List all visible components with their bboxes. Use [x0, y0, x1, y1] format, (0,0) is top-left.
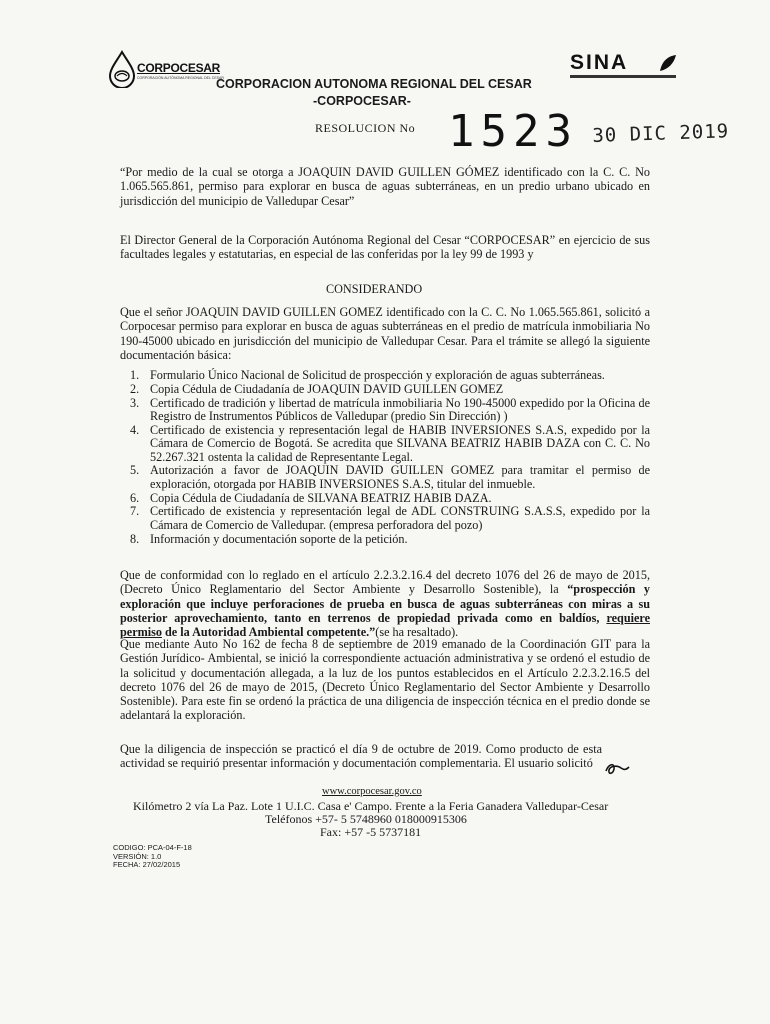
documents-list	[120, 369, 650, 546]
considerando-heading: CONSIDERANDO	[326, 282, 423, 296]
sina-logo-text: SINA	[570, 51, 629, 74]
org-title: CORPORACION AUTONOMA REGIONAL DEL CESAR	[216, 77, 532, 91]
list-item: 2. Copia Cédula de Ciudadanía de JOAQUIN DAVID GUILLEN GOMEZ	[130, 381, 504, 396]
list-item: 1. Formulario Único Nacional de Solicitud de prospección y exploración de aguas subterráneas.	[130, 368, 605, 382]
list-item: 7. Certificado de existencia y representación legal de ADL CONSTRUING S.A.S.S, expedido por la Cámara de Comercio de Valledupar. (empresa perforadora del pozo)	[130, 504, 650, 532]
footer-phones: Teléfonos +57- 5 5748960 018000915306	[265, 812, 467, 826]
list-item: 5. Autorización a favor de JOAQUIN DAVID GUILLEN GOMEZ para tramitar el permiso de exploración, otorgada por HABIB INVERSIONES S.A.S, titular del inmueble.	[130, 463, 650, 491]
intro-paragraph: “Por medio de la cual se otorga a JOAQUIN DAVID GUILLEN GÓMEZ identificado con la C. C. No 1.065.565.861, permiso para explorar en busca de aguas subterráneas, en un predio urbano ubicado en jurisdicción del municipio de Valledupar Cesar”	[120, 165, 650, 208]
director-paragraph: El Director General de la Corporación Autónoma Regional del Cesar “CORPOCESAR” en ejercicio de sus facultades legales y estatutarias, en especial de las conferidas por la ley 99 de 1993 y	[120, 233, 650, 262]
paragraph-auto: Que mediante Auto No 162 de fecha 8 de septiembre de 2019 emanado de la Coordinación GIT para la Gestión Jurídico- Ambiental, se inició la correspondiente actuación administrativa y se ordenó el estudio de la solicitud y documentación allegada, a la luz de los puntos establecidos en el Artículo 2.2.3.2.16.5 del decreto 1076 del 26 de mayo de 2015, (Decreto Único Reglamentario del Sector Ambiente y Desarrollo Sostenible). Para este fin se ordenó la práctica de una diligencia de inspección técnica en el predio donde se adelantará la exploración.	[120, 637, 650, 723]
footer-address: Kilómetro 2 vía La Paz. Lote 1 U.I.C. Casa e' Campo. Frente a la Feria Ganadera Valledupar-Cesar	[133, 799, 609, 813]
decree-quote-underline: requiere permiso	[120, 610, 650, 640]
sina-logo-bar	[570, 75, 676, 78]
list-item: 6. Copia Cédula de Ciudadanía de SILVANA BEATRIZ HABIB DAZA.	[130, 490, 492, 505]
decree-quote-bold: “prospección y exploración que incluye perforaciones de prueba en busca de aguas subterráneas con miras a su posterior aprovechamiento, tanto en terrenos de propiedad privada como en baldíos,	[120, 582, 650, 625]
paragraph-inspection: Que la diligencia de inspección se practicó el día 9 de octubre de 2019. Como producto de esta actividad se requirió presentar información y documentación complementaria. El usuario solicitó	[120, 742, 602, 771]
logo-tagline: CORPORACIÓN AUTÓNOMA REGIONAL DEL CESAR	[137, 76, 224, 80]
form-date: FECHA: 27/02/2015	[113, 860, 181, 869]
decree-text: Que de conformidad con lo reglado en el artículo 2.2.3.2.16.4 del decreto 1076 del 26 de mayo de 2015, (Decreto Único Reglamentario del Sector Ambiente y Desarrollo Sostenible), la	[120, 568, 650, 597]
paragraph-request: Que el señor JOAQUIN DAVID GUILLEN GOMEZ identificado con la C. C. No 1.065.565.861, solicitó a Corpocesar permiso para explorar en busca de aguas subterráneas en el predio de matrícula inmobiliaria No 190-45000 ubicado en jurisdicción del municipio de Valledupar Cesar. Para el trámite se allegó la siguiente documentación básica:	[120, 305, 650, 362]
paragraph-decree	[120, 568, 650, 639]
list-item: 3. Certificado de tradición y libertad de matrícula inmobiliaria No 190-45000 expedido por la Oficina de Registro de Instrumentos Públicos de Valledupar (predio Sin Dirección) )	[130, 395, 650, 423]
initials-signature	[602, 757, 632, 779]
decree-quote-bold-end: de la Autoridad Ambiental competente.”	[161, 625, 376, 640]
resolution-label: RESOLUCION No	[315, 121, 416, 135]
logo-brand-text: CORPOCESAR	[137, 61, 221, 75]
decree-note: (se ha resaltado).	[375, 625, 459, 640]
resolution-number: 1523	[448, 106, 578, 157]
footer-fax: Fax: +57 -5 5737181	[320, 825, 422, 839]
form-version: VERSIÓN: 1.0	[113, 851, 162, 861]
resolution-date-stamp: 30 DIC 2019	[592, 120, 730, 147]
list-item: 8. Información y documentación soporte de la petición.	[130, 531, 408, 546]
footer-website: www.corpocesar.gov.co	[322, 786, 422, 797]
list-item: 4. Certificado de existencia y representación legal de HABIB INVERSIONES S.A.S, expedido por la Cámara de Comercio de Bogotá. Se acredita que SILVANA BEATRIZ HABIB DAZA con C. C. No 52.267.321 ostenta la calidad de Representante Legal.	[130, 422, 650, 464]
water-drop-icon	[107, 50, 137, 88]
form-code: CODIGO: PCA-04-F-18	[113, 843, 192, 852]
leaf-icon	[658, 53, 678, 73]
sina-logo	[570, 51, 690, 83]
org-subtitle: -CORPOCESAR-	[313, 94, 411, 108]
